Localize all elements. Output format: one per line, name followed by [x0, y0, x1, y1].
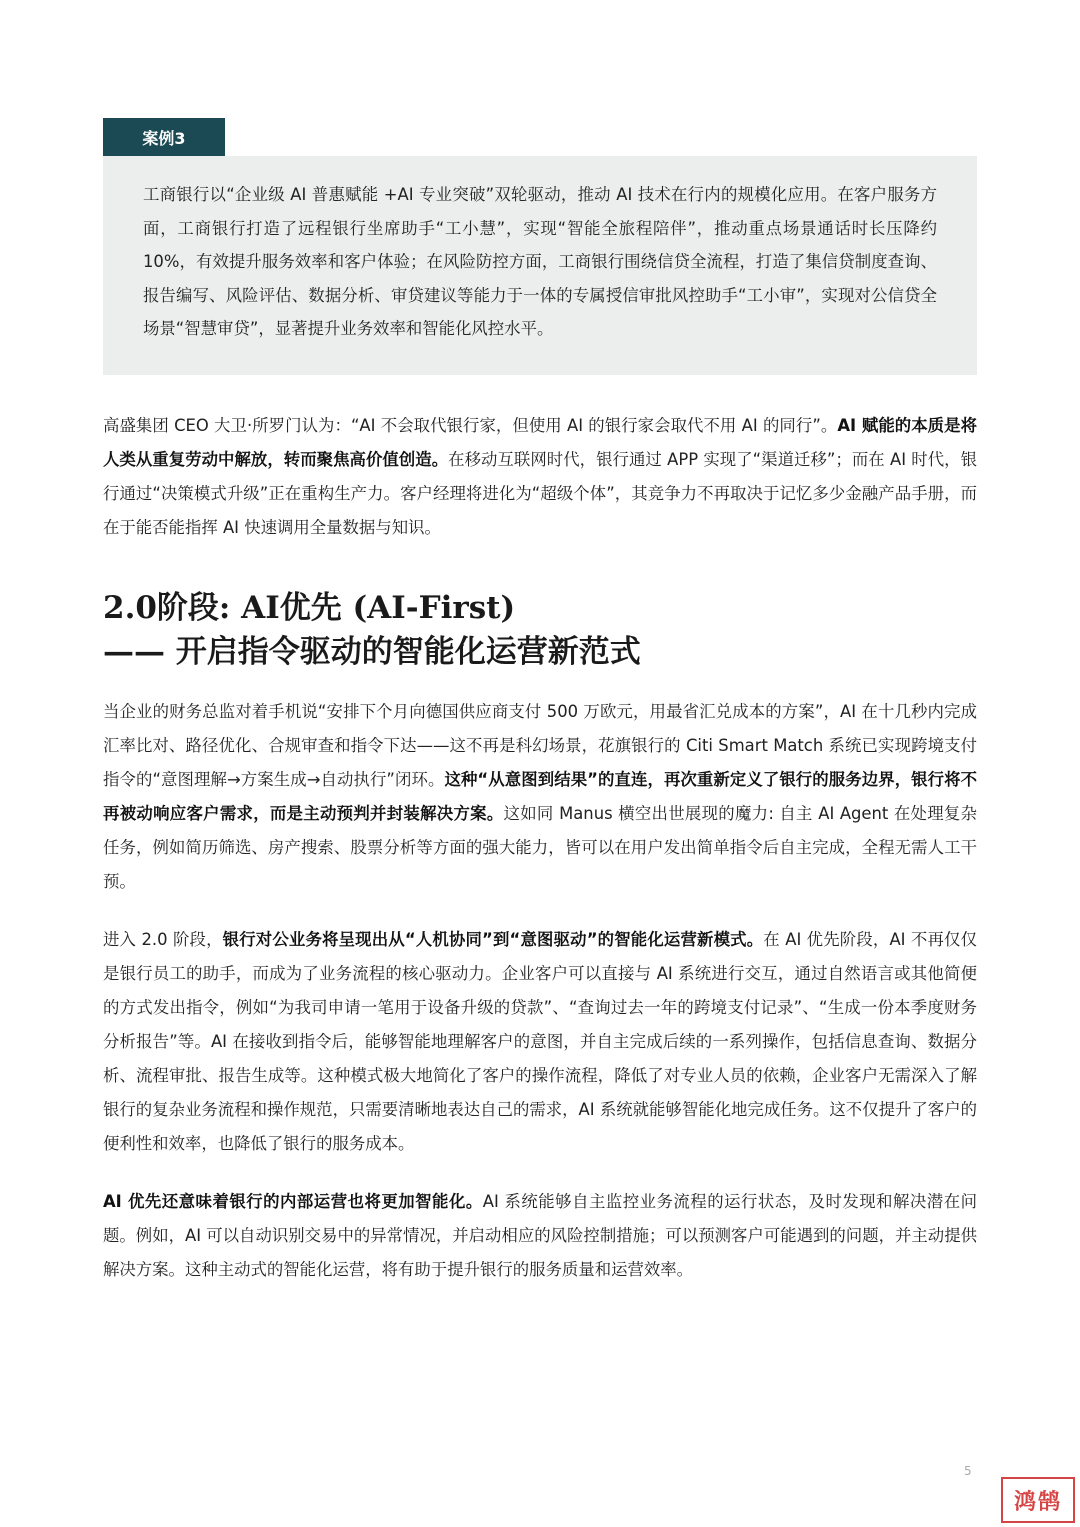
- paragraph-bold: AI 赋能的本质是将人类从重复劳动中解放，转而聚焦高价值创造。: [103, 416, 977, 469]
- paragraph-bold: AI 优先还意味着银行的内部运营也将更加智能化。: [103, 1192, 483, 1211]
- paragraph-intent-driven: [103, 695, 977, 899]
- paragraph-text: 在移动互联网时代，银行通过 APP 实现了“渠道迁移”；而在 AI 时代，银行通过“决策模式升级”正在重构生产力。客户经理将进化为“超级个体”，其竞争力不再取决于记忆多少金融产品手册，而在于能否能指挥 AI 快速调用全量数据与知识。: [103, 450, 977, 537]
- paragraph-bold: 这种“从意图到结果”的直连，再次重新定义了银行的服务边界，银行将不再被动响应客户需求，而是主动预判并封装解决方案。: [103, 770, 978, 823]
- paragraph-bold: 银行对公业务将呈现出从“人机协同”到“意图驱动”的智能化运营新模式。: [222, 930, 764, 949]
- paragraph-internal-ops: [103, 1185, 977, 1287]
- paragraph-text: AI 系统能够自主监控业务流程的运行状态，及时发现和解决潜在问题。例如，AI 可以自动识别交易中的异常情况，并启动相应的风险控制措施；可以预测客户可能遇到的问题，并主动提供解决方案。这种主动式的智能化运营，将有助于提升银行的服务质量和运营效率。: [103, 1192, 977, 1279]
- paragraph-text: 在 AI 优先阶段，AI 不再仅仅是银行员工的助手，而成为了业务流程的核心驱动力。企业客户可以直接与 AI 系统进行交互，通过自然语言或其他简便的方式发出指令，例如“为我司申请一笔用于设备升级的贷款”、“查询过去一年的跨境支付记录”、“生成一份本季度财务分析报告”等。AI 在接收到指令后，能够智能地理解客户的意图，并自主完成后续的一系列操作，包括信息查询、数据分析、流程审批、报告生成等。这种模式极大地简化了客户的操作流程，降低了对专业人员的依赖，企业客户无需深入了解银行的复杂业务流程和操作规范，只需要清晰地表达自己的需求，AI 系统就能够智能化地完成任务。这不仅提升了客户的便利性和效率，也降低了银行的服务成本。: [103, 930, 977, 1153]
- heading-line-1: 2.0阶段: AI优先 (AI-First): [103, 590, 516, 626]
- case-text: 工商银行以“企业级 AI 普惠赋能 +AI 专业突破”双轮驱动，推动 AI 技术在行内的规模化应用。在客户服务方面，工商银行打造了远程银行坐席助手“工小慧”，实现“智能全旅程陪伴”，推动重点场景通话时长压降约 10%，有效提升服务效率和客户体验；在风险防控方面，工商银行围绕信贷全流程，打造了集信贷制度查询、报告编写、风险评估、数据分析、审贷建议等能力于一体的专属授信审批风控助手“工小审”，实现对公信贷全场景“智慧审贷”，显著提升业务效率和智能化风控水平。: [143, 185, 937, 338]
- paragraph-ai-empowerment: [103, 409, 977, 545]
- case-box: [103, 156, 977, 375]
- page-number: 5: [964, 1464, 972, 1478]
- paragraph-text: 当企业的财务总监对着手机说“安排下个月向德国供应商支付 500 万欧元，用最省汇兑成本的方案”，AI 在十几秒内完成汇率比对、路径优化、合规审查和指令下达——这不再是科幻场景，花旗银行的 Citi Smart Match 系统已实现跨境支付指令的“意图理解→方案生成→自动执行”闭环。: [103, 702, 977, 789]
- watermark-seal: 鸿鹄: [1001, 1477, 1075, 1523]
- paragraph-stage-2: [103, 923, 977, 1161]
- section-heading: [103, 586, 977, 674]
- paragraph-text: 高盛集团 CEO 大卫·所罗门认为：“AI 不会取代银行家，但使用 AI 的银行家会取代不用 AI 的同行”。: [103, 416, 838, 435]
- heading-line-2: —— 开启指令驱动的智能化运营新范式: [103, 634, 641, 670]
- paragraph-text: 进入 2.0 阶段，: [103, 930, 223, 949]
- case-label: 案例3: [103, 118, 225, 156]
- paragraph-text: 这如同 Manus 横空出世展现的魔力: 自主 AI Agent 在处理复杂任务，例如简历筛选、房产搜索、股票分析等方面的强大能力，皆可以在用户发出简单指令后自主完成，全程无需人工干预。: [103, 804, 977, 891]
